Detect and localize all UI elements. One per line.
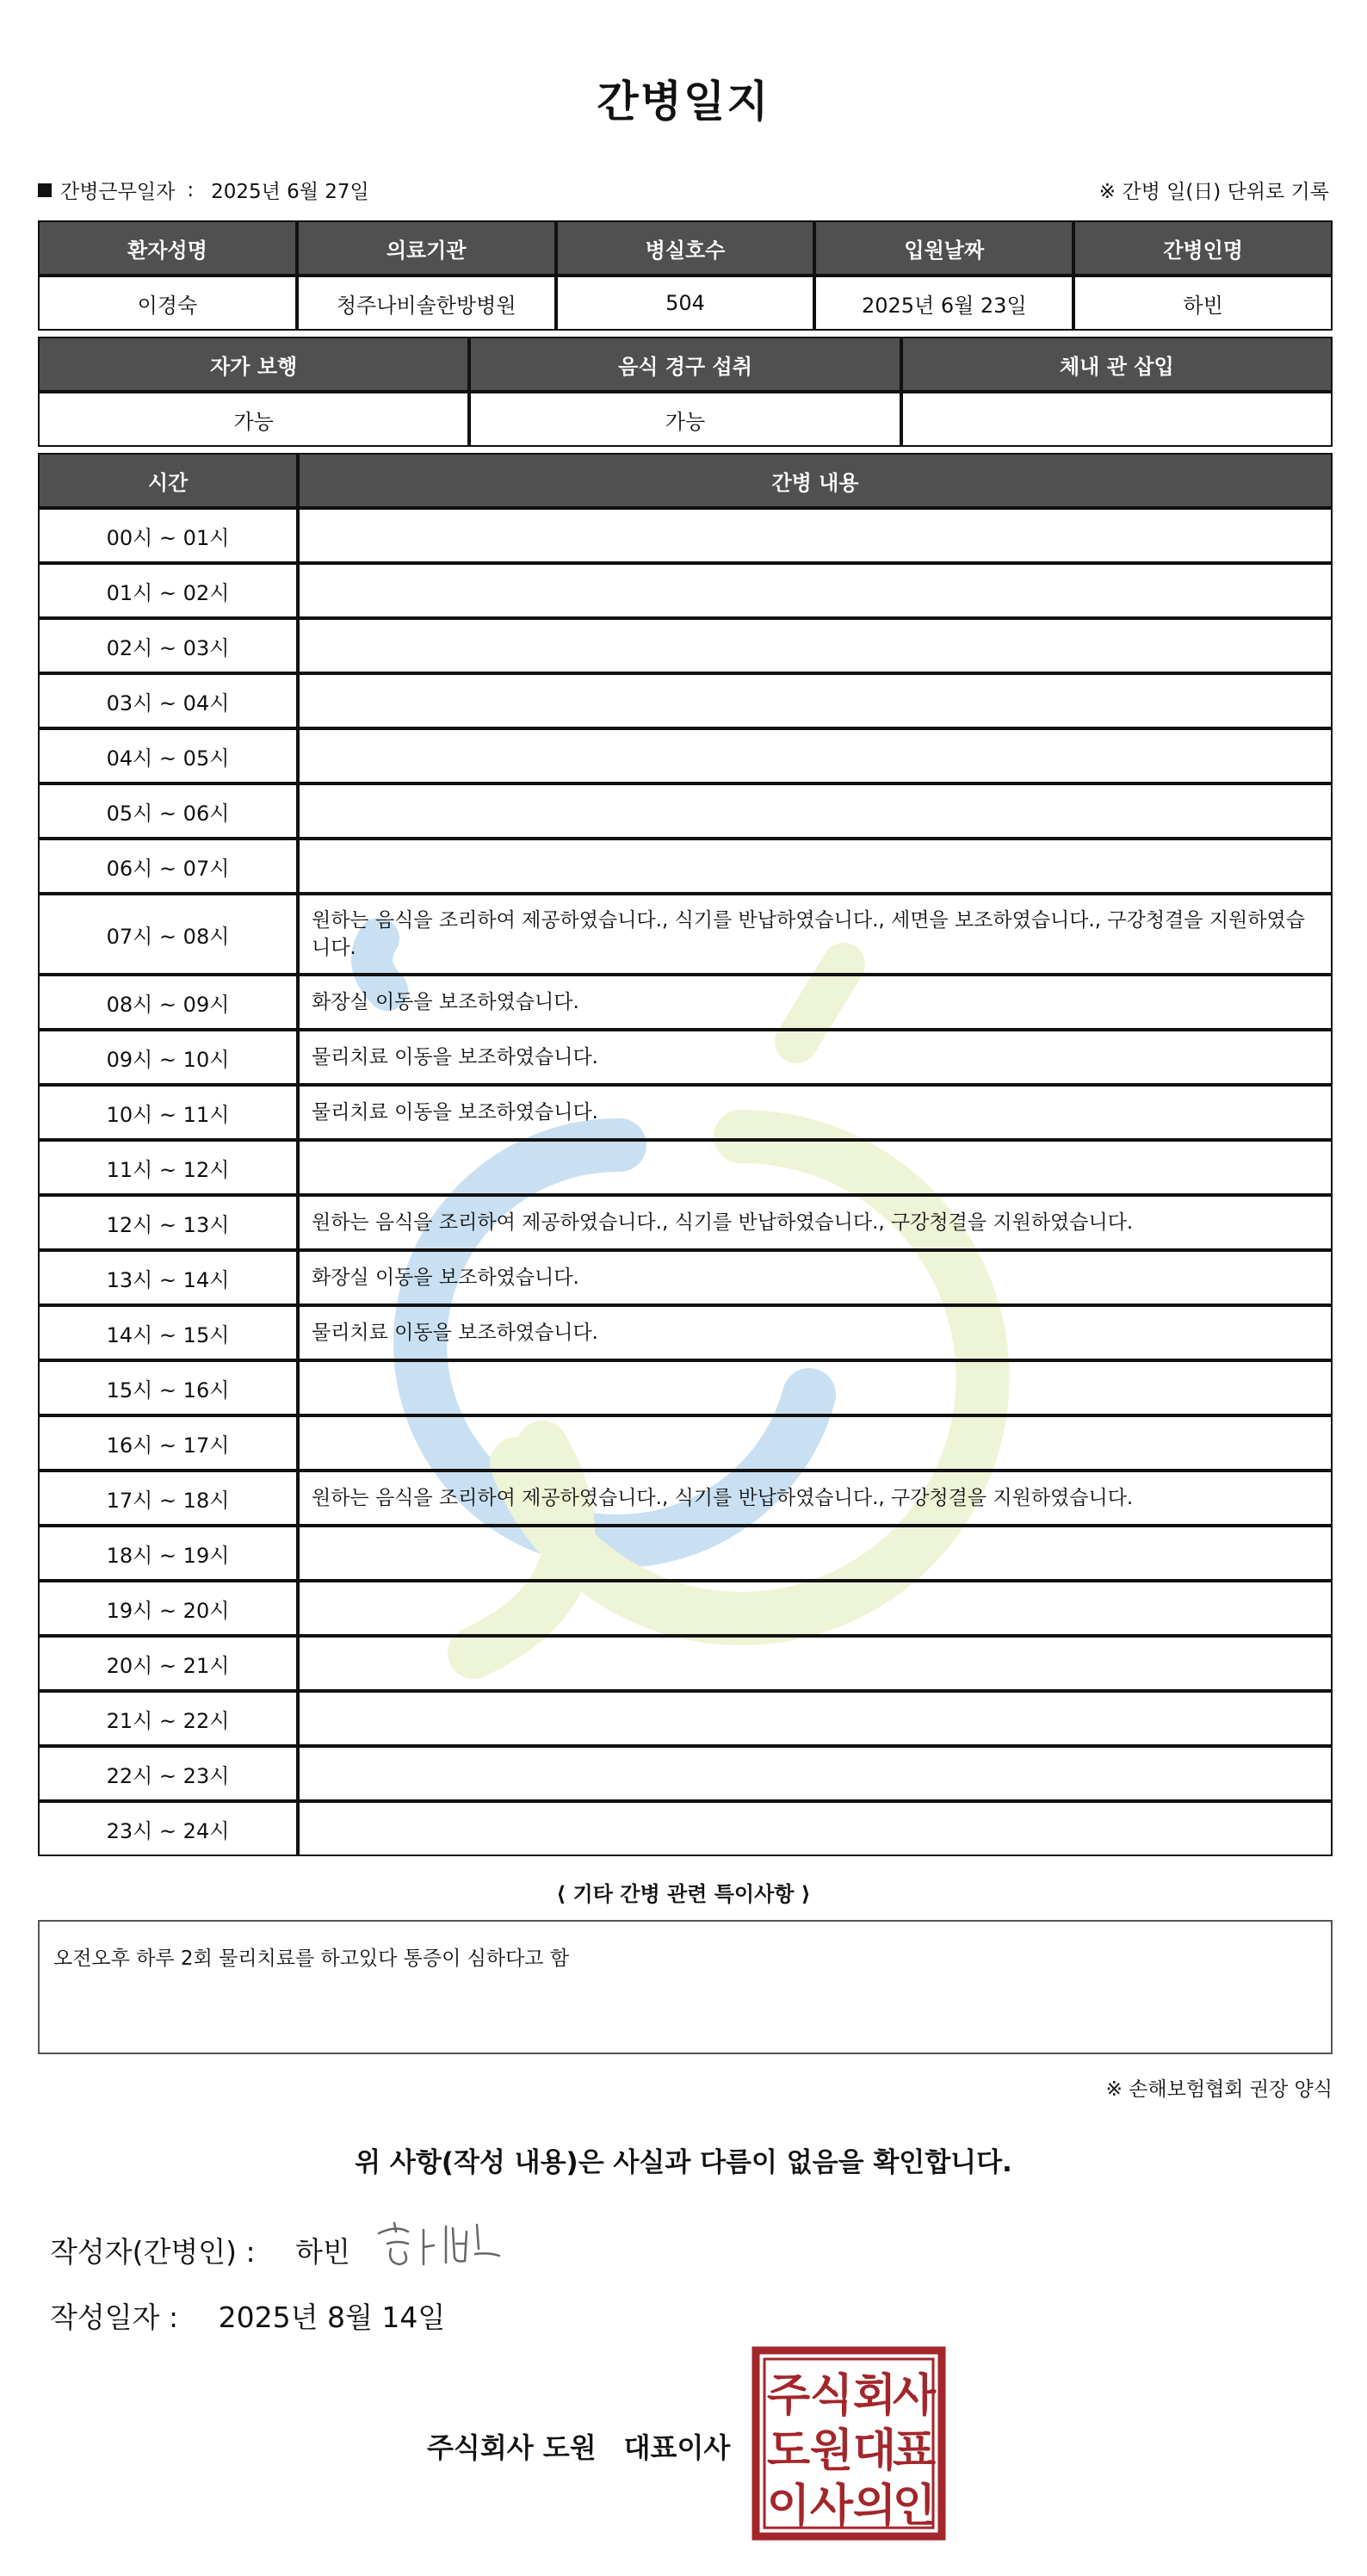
- author-label: 작성자(간병인) :: [50, 2235, 256, 2269]
- care-content-cell: 화장실 이동을 보조하였습니다.: [298, 1250, 1333, 1305]
- care-content-cell: [298, 1360, 1333, 1415]
- time-cell: 15시 ~ 16시: [38, 1360, 298, 1415]
- svg-text:주: 주: [766, 2370, 811, 2422]
- care-content-cell: [298, 1581, 1333, 1636]
- institution: 청주나비솔한방병원: [297, 276, 556, 331]
- date-value: 2025년 8월 14일: [218, 2300, 446, 2334]
- notes-title: ⟨ 기타 간병 관련 특이사항 ⟩: [556, 1882, 811, 1906]
- time-cell: 16시 ~ 17시: [38, 1415, 298, 1471]
- time-cell: 19시 ~ 20시: [38, 1581, 298, 1636]
- table-row: [38, 1195, 1333, 1250]
- svg-text:표: 표: [892, 2425, 937, 2477]
- time-cell: 17시 ~ 18시: [38, 1471, 298, 1526]
- care-content-cell: 원하는 음식을 조리하여 제공하였습니다., 식기를 반납하였습니다., 세면을 보조하였습니다., 구강청결을 지원하였습니다.: [298, 894, 1333, 975]
- svg-text:도: 도: [766, 2425, 811, 2477]
- table-row: [38, 1030, 1333, 1085]
- time-cell: 10시 ~ 11시: [38, 1085, 298, 1140]
- patient-name: 이경숙: [38, 276, 297, 331]
- time-cell: 09시 ~ 10시: [38, 1030, 298, 1085]
- table-row: [38, 1471, 1333, 1526]
- table-row: [38, 1305, 1333, 1360]
- svg-text:의: 의: [852, 2480, 897, 2532]
- care-content-cell: [298, 508, 1333, 563]
- table-row: [38, 563, 1333, 618]
- work-date-label: 간병근무일자: [60, 181, 176, 203]
- notes-box: [38, 1920, 1333, 2054]
- time-cell: 00시 ~ 01시: [38, 508, 298, 563]
- care-content-cell: [298, 783, 1333, 839]
- room-number: 504: [556, 276, 815, 331]
- table-row: [38, 1636, 1333, 1691]
- care-content-cell: 물리치료 이동을 보조하였습니다.: [298, 1030, 1333, 1085]
- table-row: [38, 1140, 1333, 1195]
- care-content-cell: [298, 728, 1333, 783]
- table-row: [38, 1360, 1333, 1415]
- notes-text: 오전오후 하루 2회 물리치료를 하고있다 통증이 심하다고 함: [53, 1947, 570, 1970]
- company-seal-stamp: [751, 2345, 947, 2542]
- time-cell: 14시 ~ 15시: [38, 1305, 298, 1360]
- tube-insertion-value: [901, 392, 1333, 447]
- svg-text:이: 이: [766, 2480, 811, 2532]
- header-admission-date: 입원날짜: [814, 220, 1073, 276]
- table-row: [38, 975, 1333, 1030]
- table-row: [38, 673, 1333, 728]
- self-walking-value: 가능: [38, 392, 469, 447]
- care-content-cell: [298, 1526, 1333, 1581]
- care-content-cell: 원하는 음식을 조리하여 제공하였습니다., 식기를 반납하였습니다., 구강청결을 지원하였습니다.: [298, 1195, 1333, 1250]
- work-date-colon: :: [187, 178, 195, 201]
- time-cell: 11시 ~ 12시: [38, 1140, 298, 1195]
- patient-status-table: [38, 337, 1333, 447]
- header-self-walking: 자가 보행: [38, 337, 469, 392]
- header-institution: 의료기관: [297, 220, 556, 276]
- company-line: [427, 2426, 758, 2466]
- care-content-cell: [298, 563, 1333, 618]
- table-row: [38, 508, 1333, 563]
- svg-text:회: 회: [852, 2370, 897, 2422]
- author-line: [50, 2230, 350, 2270]
- care-content-cell: [298, 1801, 1333, 1856]
- care-log-table: [38, 453, 1333, 1856]
- header-care-content: 간병 내용: [298, 453, 1333, 508]
- work-date-value: 2025년 6월 27일: [211, 181, 369, 203]
- record-note: ※ 간병 일(日) 단위로 기록: [1098, 181, 1329, 203]
- svg-text:원: 원: [809, 2425, 854, 2477]
- care-content-cell: 화장실 이동을 보조하였습니다.: [298, 975, 1333, 1030]
- time-cell: 06시 ~ 07시: [38, 839, 298, 894]
- confirmation-statement: 위 사항(작성 내용)은 사실과 다름이 없음을 확인합니다.: [355, 2147, 1012, 2178]
- care-content-cell: 원하는 음식을 조리하여 제공하였습니다., 식기를 반납하였습니다., 구강청결을 지원하였습니다.: [298, 1471, 1333, 1526]
- care-content-cell: [298, 1691, 1333, 1746]
- table-row: [38, 1526, 1333, 1581]
- svg-text:사: 사: [809, 2480, 854, 2532]
- care-content-cell: [298, 1746, 1333, 1801]
- care-content-cell: [298, 1140, 1333, 1195]
- time-cell: 04시 ~ 05시: [38, 728, 298, 783]
- care-content-cell: [298, 1415, 1333, 1471]
- svg-text:대: 대: [852, 2425, 897, 2477]
- form-note: ※ 손해보험협회 권장 양식: [1105, 2078, 1333, 2101]
- document-title: 간병일지: [597, 77, 770, 127]
- table-row: [38, 839, 1333, 894]
- table-row: [38, 1415, 1333, 1471]
- company-name: 주식회사 도원: [427, 2431, 597, 2464]
- header-patient-name: 환자성명: [38, 220, 297, 276]
- oral-intake-value: 가능: [469, 392, 900, 447]
- svg-text:인: 인: [892, 2480, 937, 2532]
- time-cell: 02시 ~ 03시: [38, 618, 298, 673]
- table-row: [38, 618, 1333, 673]
- time-cell: 20시 ~ 21시: [38, 1636, 298, 1691]
- table-row: [38, 1691, 1333, 1746]
- time-cell: 07시 ~ 08시: [38, 894, 298, 975]
- caregiver-name: 하빈: [1073, 276, 1333, 331]
- care-content-cell: 물리치료 이동을 보조하였습니다.: [298, 1305, 1333, 1360]
- care-content-cell: [298, 839, 1333, 894]
- svg-text:식: 식: [809, 2370, 854, 2422]
- handwritten-signature: [370, 2214, 508, 2275]
- care-content-cell: [298, 1636, 1333, 1691]
- header-time: 시간: [38, 453, 298, 508]
- header-oral-intake: 음식 경구 섭취: [469, 337, 900, 392]
- care-content-cell: [298, 673, 1333, 728]
- header-tube-insertion: 체내 관 삽입: [901, 337, 1333, 392]
- table-row: [38, 783, 1333, 839]
- svg-text:사: 사: [892, 2370, 937, 2422]
- table-row: [38, 1746, 1333, 1801]
- time-cell: 23시 ~ 24시: [38, 1801, 298, 1856]
- table-row: [38, 1801, 1333, 1856]
- date-line: [50, 2295, 445, 2336]
- time-cell: 21시 ~ 22시: [38, 1691, 298, 1746]
- work-date-line: [38, 176, 1329, 207]
- bullet-square-icon: [38, 183, 52, 197]
- author-name: 하빈: [295, 2235, 350, 2269]
- header-room: 병실호수: [556, 220, 815, 276]
- time-cell: 05시 ~ 06시: [38, 783, 298, 839]
- care-content-cell: [298, 618, 1333, 673]
- header-caregiver-name: 간병인명: [1073, 220, 1333, 276]
- time-cell: 13시 ~ 14시: [38, 1250, 298, 1305]
- table-row: [38, 1250, 1333, 1305]
- table-row: [38, 1581, 1333, 1636]
- table-row: [38, 728, 1333, 783]
- date-label: 작성일자 :: [50, 2300, 179, 2334]
- time-cell: 18시 ~ 19시: [38, 1526, 298, 1581]
- time-cell: 01시 ~ 02시: [38, 563, 298, 618]
- care-content-cell: 물리치료 이동을 보조하였습니다.: [298, 1085, 1333, 1140]
- table-row: [38, 1085, 1333, 1140]
- time-cell: 22시 ~ 23시: [38, 1746, 298, 1801]
- company-title: 대표이사: [623, 2431, 731, 2464]
- table-row: [38, 894, 1333, 975]
- time-cell: 03시 ~ 04시: [38, 673, 298, 728]
- patient-info-table: [38, 220, 1333, 331]
- time-cell: 12시 ~ 13시: [38, 1195, 298, 1250]
- time-cell: 08시 ~ 09시: [38, 975, 298, 1030]
- admission-date: 2025년 6월 23일: [814, 276, 1073, 331]
